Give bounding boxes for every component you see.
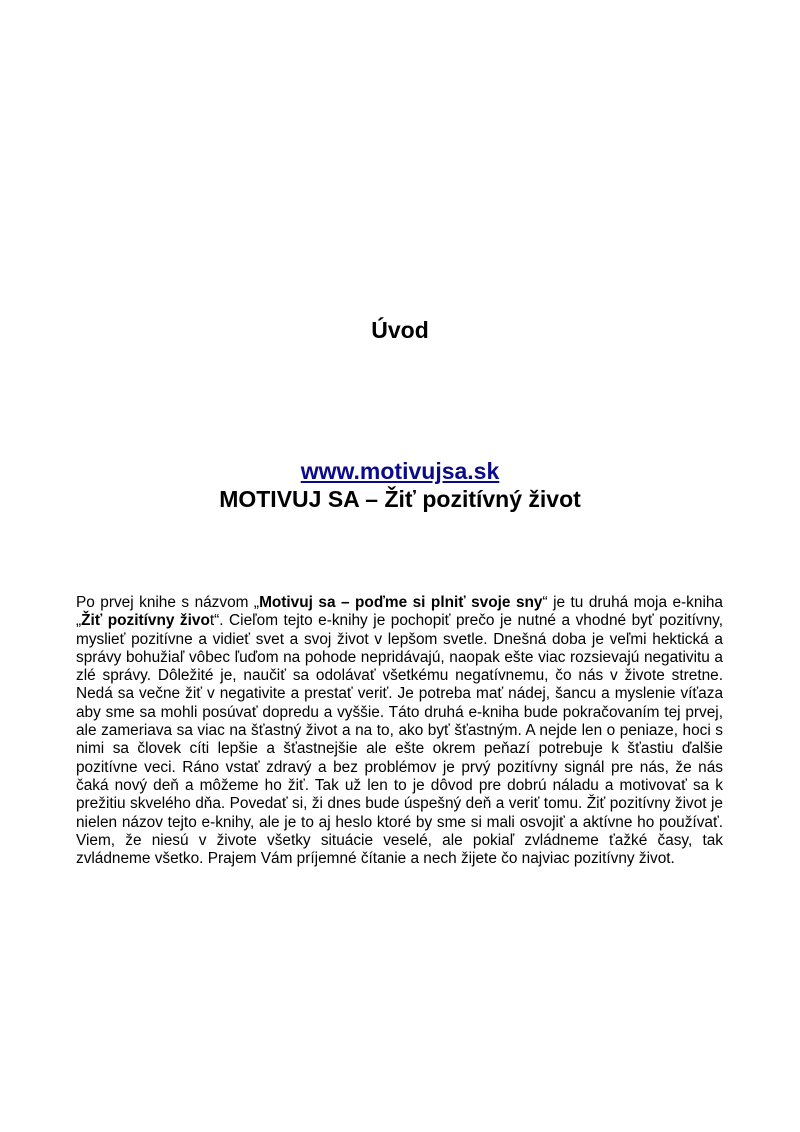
book1-title: Motivuj sa – poďme si plniť svoje sny [259,594,543,611]
book2-title-rest: t [209,612,215,630]
intro-text-1: Po prvej knihe s názvom „ [76,594,260,611]
intro-paragraph [76,594,723,868]
website-link[interactable]: www.motivujsa.sk [300,458,500,484]
subtitle: MOTIVUJ SA – Žiť pozitívný život [219,486,581,512]
intro-text-2: “ je tu druhá moja e-kniha „ [76,594,723,630]
book2-title: Žiť pozitívny živo [81,612,210,630]
intro-text-3: “. Cieľom tejto e-knihy je pochopiť prečo je nutné a vhodné byť pozitívny, myslieť pozitívne a vidieť svet a svoj život v lepšom svetle. Dnešná doba je veľmi hektická a správy bohužiaľ vôbec ľuďom na pohode nepridávajú, naopak ešte viac rozsievajú negativitu a zlé správy. Dôležité je, naučiť sa odolávať všetkému negatívnemu, čo nás v živote stretne. Nedá sa večne žiť v negativite a prestať veriť. Je potreba mať nádej, šancu a myslenie víťaza aby sme sa mohli posúvať dopredu a vyššie. Táto druhá e-kniha bude pokračovaním tej prvej, ale zameriava sa viac na šťastný život a na to, ako byť šťastným. A nejde len o peniaze, hoci s nimi sa človek cíti lepšie a šťastnejšie ale ešte okrem peňazí potrebuje k šťastiu ďalšie pozitívne veci. Ráno vstať zdravý a bez problémov je prvý pozitívny signál pre nás, že nás čaká nový deň a môžeme ho žiť. Tak už len to je dôvod pre dobrú náladu a motivovať sa k prežitiu skvelého dňa. Povedať si, ži dnes bude úspešný deň a veriť tomu. Žiť pozitívny život je nielen názov tejto e-knihy, ale je to aj heslo ktoré by sme si mali osvojiť a aktívne ho používať. Viem, že niesú v živote všetky situácie veselé, ale pokiaľ zvládneme ťažké časy, tak zvládneme všetko. Prajem Vám príjemné čítanie a nech žijete čo najviac pozitívny život. [76,612,724,868]
page-title: Úvod [371,317,429,343]
